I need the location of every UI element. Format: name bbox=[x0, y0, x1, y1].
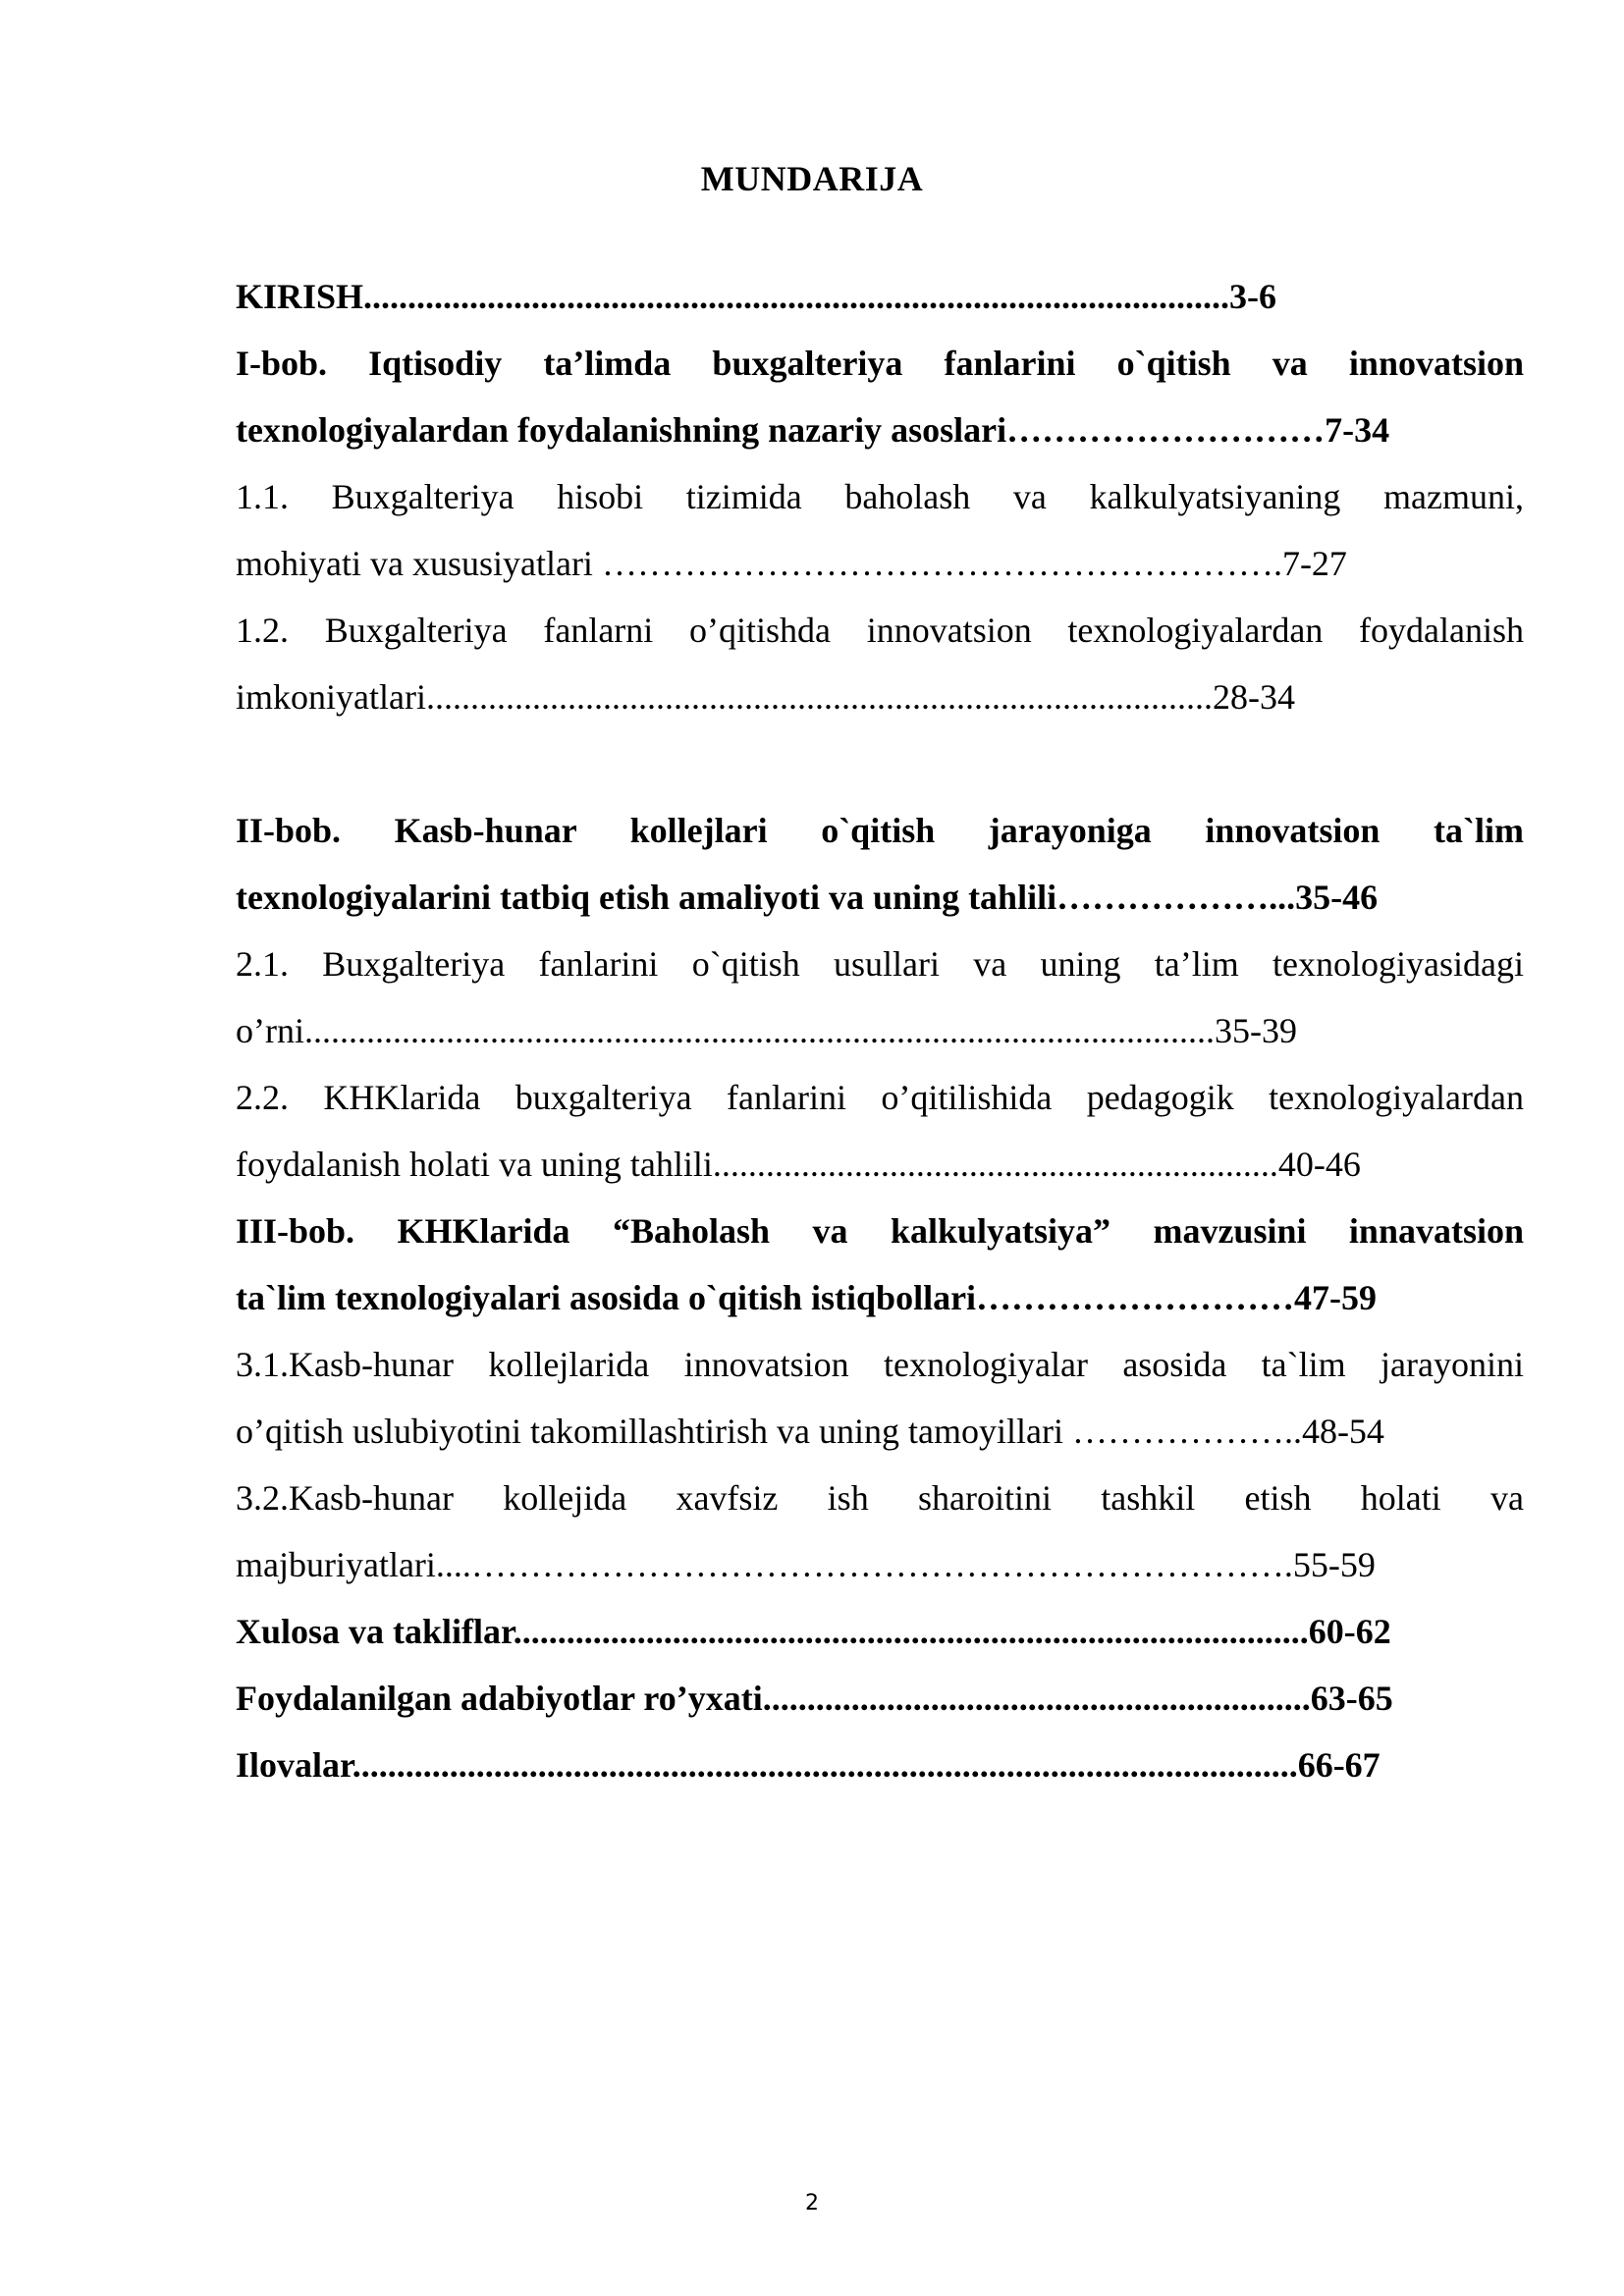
page-number: 2 bbox=[805, 2191, 819, 2216]
toc-entry-3-1-line-1: 3.1.Kasb-hunar kollejlarida innovatsion texnologiyalar asosida ta`lim jarayonini bbox=[236, 1345, 1524, 1384]
page-title: MUNDARIJA bbox=[700, 159, 924, 198]
toc-entry-chapter-2-line-2: texnologiyalarini tatbiq etish amaliyoti va uning tahlili………………...35-46 bbox=[236, 878, 1379, 917]
toc-entry-chapter-3-line-1: III-bob. KHKlarida “Baholash va kalkulyatsiya” mavzusini innavatsion bbox=[236, 1211, 1524, 1251]
toc-entry-1-2-line-1: 1.2. Buxgalteriya fanlarni o’qitishda innovatsion texnologiyalardan foydalanish bbox=[236, 611, 1524, 650]
toc-entry-kirish: KIRISH..................................................................................................3-6 bbox=[236, 277, 1277, 316]
toc-entry-1-2-line-2: imkoniyatlari.........................................................................................28-34 bbox=[236, 677, 1295, 717]
toc-entry-2-2-line-2: foydalanish holati va uning tahlili................................................................40-46 bbox=[236, 1145, 1361, 1184]
toc-entry-2-1-line-2: o’rni.......................................................................................................35-39 bbox=[236, 1011, 1297, 1050]
toc-entry-2-1-line-1: 2.1. Buxgalteriya fanlarini o`qitish usullari va uning ta’lim texnologiyasidagi bbox=[236, 944, 1524, 984]
toc-entry-references: Foydalanilgan adabiyotlar ro’yxati..............................................................63-65 bbox=[236, 1679, 1393, 1718]
toc-entry-3-2-line-2: majburiyatlari....…………………………………………………………….55-59 bbox=[236, 1545, 1376, 1584]
toc-entry-1-1-line-1: 1.1. Buxgalteriya hisobi tizimida baholash va kalkulyatsiyaning mazmuni, bbox=[236, 477, 1524, 516]
toc-entry-1-1-line-2: mohiyati va xususiyatlari ………………………………………………….7-27 bbox=[236, 544, 1347, 583]
toc-entry-chapter-1-line-2: texnologiyalardan foydalanishning nazariy asoslari………………………7-34 bbox=[236, 410, 1390, 450]
toc-entry-3-1-line-2: o’qitish uslubiyotini takomillashtirish va uning tamoyillari ………………..48-54 bbox=[236, 1412, 1384, 1451]
toc-entry-conclusion: Xulosa va takliflar..........................................................................................60-62 bbox=[236, 1612, 1391, 1651]
toc-entry-3-2-line-1: 3.2.Kasb-hunar kollejida xavfsiz ish sharoitini tashkil etish holati va bbox=[236, 1478, 1524, 1518]
toc-entry-2-2-line-1: 2.2. KHKlarida buxgalteriya fanlarini o’qitilishida pedagogik texnologiyalardan bbox=[236, 1078, 1524, 1117]
toc-entry-chapter-1-line-1: I-bob. Iqtisodiy ta’limda buxgalteriya fanlarini o`qitish va innovatsion bbox=[236, 344, 1524, 383]
toc-entry-chapter-2-line-1: II-bob. Kasb-hunar kollejlari o`qitish jarayoniga innovatsion ta`lim bbox=[236, 811, 1524, 850]
toc-entry-appendices: Ilovalar...........................................................................................................66-67 bbox=[236, 1745, 1380, 1785]
toc-entry-chapter-3-line-2: ta`lim texnologiyalari asosida o`qitish istiqbollari………………………47-59 bbox=[236, 1278, 1378, 1317]
